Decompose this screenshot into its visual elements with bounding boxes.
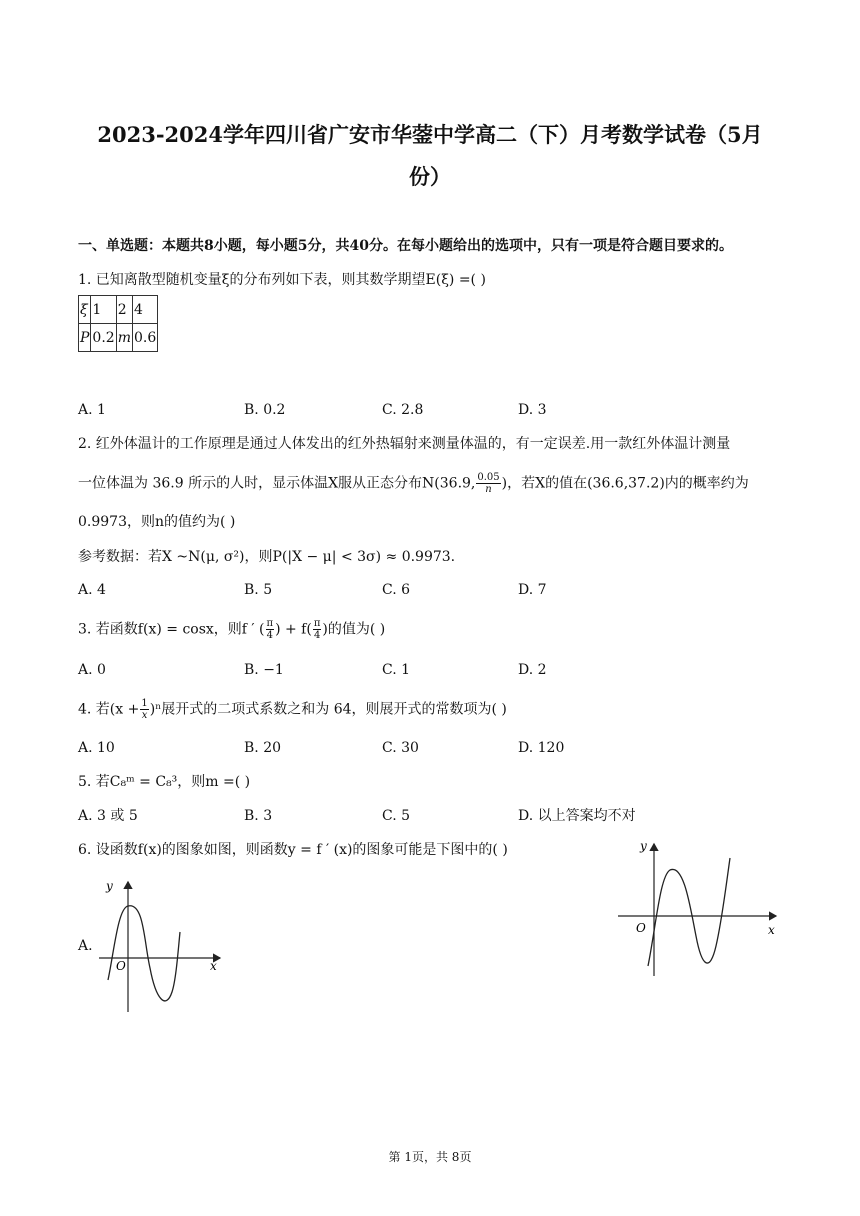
q2-fraction [476,472,500,495]
fraction-numerator: π [266,618,274,629]
q5-stem: 5. 若C₈ᵐ = C₈³，则m =( ) [78,774,251,790]
page-footer: 第 1页，共 8页 [388,1150,472,1164]
fraction-numerator: π [313,618,321,629]
table-cell: 2 [116,296,132,324]
function-curve [648,858,730,966]
y-axis-label: y [640,839,647,853]
table-cell: P [79,324,91,352]
table-cell: 0.6 [132,324,157,352]
table-cell: 1 [91,296,116,324]
table-row [79,296,158,324]
fraction-numerator: 0.05 [477,472,500,483]
distribution-table [78,295,158,352]
exam-title-line2: 份） [409,164,451,189]
q3-text-b: ) + f( [275,621,312,638]
q3-option-d: D. 2 [518,662,547,678]
x-axis-label: x [768,923,775,937]
q2-line2-text-a: 一位体温为 36.9 所示的人时，显示体温X服从正态分布N(36.9, [78,475,476,492]
fraction-denominator: x [141,710,148,721]
q4-fraction [140,698,148,721]
table-cell: 0.2 [91,324,116,352]
option-a-graph [94,872,228,1014]
q6-option-a-label: A. [78,938,93,954]
q2-line2 [78,472,749,495]
q4-stem [78,698,507,721]
q5-option-c: C. 5 [382,808,411,824]
q2-option-c: C. 6 [382,582,411,598]
q4-option-c: C. 30 [382,740,419,756]
q1-stem: 1. 已知离散型随机变量ξ的分布列如下表，则其数学期望E(ξ) =( ) [78,272,486,288]
q2-reference: 参考数据：若X ~N(μ, σ²)，则P(|X − μ| < 3σ) ≈ 0.9973. [78,549,456,565]
q3-text-c: )的值为( ) [322,621,386,638]
q1-option-d: D. 3 [518,402,547,418]
exam-title-line1: 2023-2024学年四川省广安市华蓥中学高二（下）月考数学试卷（5月 [97,122,763,147]
q3-fraction-2 [313,618,322,641]
q3-option-c: C. 1 [382,662,411,678]
table-row [79,324,158,352]
q2-option-b: B. 5 [244,582,273,598]
q2-line2-text-b: )，若X的值在(36.6,37.2)内的概率约为 [501,475,749,492]
q4-text-a: 4. 若(x + [78,701,140,718]
q3-fraction-1 [266,618,275,641]
q6-stem: 6. 设函数f(x)的图象如图，则函数y = f ′ (x)的图象可能是下图中的( ) [78,842,508,858]
table-cell: m [116,324,132,352]
q4-option-a: A. 10 [78,740,115,756]
q2-option-d: D. 7 [518,582,547,598]
y-axis-label: y [106,879,113,893]
table-cell: ξ [79,296,91,324]
origin-label: O [116,959,126,973]
q2-line3: 0.9973，则n的值约为( ) [78,514,236,530]
q5-option-b: B. 3 [244,808,273,824]
q3-text-a: 3. 若函数f(x) = cosx，则f ′ ( [78,621,265,638]
q3-stem [78,618,385,641]
q3-option-a: A. 0 [78,662,106,678]
x-axis-label: x [210,959,217,973]
fraction-denominator: 4 [313,630,321,641]
q1-option-c: C. 2.8 [382,402,424,418]
q4-text-b: )ⁿ展开式的二项式系数之和为 64，则展开式的常数项为( ) [149,701,507,718]
section-heading: 一、单选题：本题共8小题，每小题5分，共40分。在每小题给出的选项中，只有一项是符合题目要求的。 [78,238,733,254]
function-curve [108,906,180,1001]
q5-option-d: D. 以上答案均不对 [518,808,636,824]
origin-label: O [636,921,646,935]
q2-line1: 2. 红外体温计的工作原理是通过人体发出的红外热辐射来测量体温的，有一定误差.用一款红外体温计测量 [78,436,731,452]
q5-option-a: A. 3 或 5 [78,808,138,824]
q1-option-a: A. 1 [78,402,106,418]
q4-option-b: B. 20 [244,740,282,756]
q2-option-a: A. 4 [78,582,106,598]
q3-option-b: B. −1 [244,662,284,678]
table-cell: 4 [132,296,157,324]
function-f-graph [612,836,784,978]
fraction-denominator: 4 [266,630,273,641]
q1-option-b: B. 0.2 [244,402,286,418]
fraction-denominator: n [485,484,492,495]
fraction-numerator: 1 [141,698,148,709]
q4-option-d: D. 120 [518,740,565,756]
